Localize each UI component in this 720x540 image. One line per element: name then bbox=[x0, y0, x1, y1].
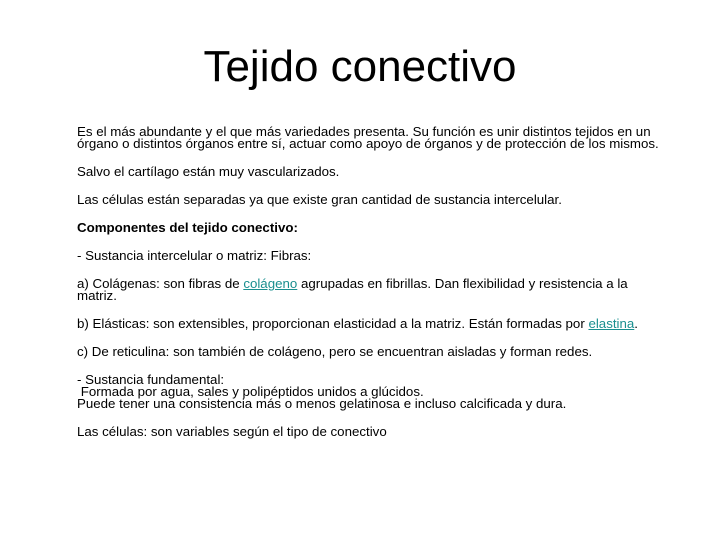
ground-substance-line-1: - Sustancia fundamental: bbox=[77, 372, 225, 387]
intro-paragraph: Es el más abundante y el que más variedades presenta. Su función es unir distintos tejidos en un órgano o distintos órganos entre sí, actuar como apoyo de órganos y de protección de los mismos. bbox=[77, 124, 659, 151]
reticulin-fibers-paragraph: c) De reticulina: son también de colágeno, pero se encuentran aisladas y forman redes. bbox=[77, 344, 593, 359]
elastic-text-after: . bbox=[634, 316, 638, 331]
collagen-link[interactable]: colágeno bbox=[243, 276, 298, 291]
elastic-fibers-paragraph bbox=[77, 318, 667, 330]
collagen-text-before: a) Colágenas: son fibras de bbox=[77, 276, 244, 291]
cells-paragraph: Las células están separadas ya que existe gran cantidad de sustancia intercelular. bbox=[77, 192, 562, 207]
collagen-text-after: agrupadas en fibrillas. Dan flexibilidad y resistencia a la matriz. bbox=[77, 276, 628, 303]
slide-body bbox=[77, 126, 667, 454]
ground-substance-line-2: Formada por agua, sales y polipéptidos unidos a glúcidos. bbox=[77, 384, 424, 399]
ground-substance-line-3: Puede tener una consistencia más o menos gelatinosa e incluso calcificada y dura. bbox=[77, 396, 567, 411]
elastin-link[interactable]: elastina bbox=[588, 316, 635, 331]
matrix-fibers-paragraph: - Sustancia intercelular o matriz: Fibras: bbox=[77, 248, 312, 263]
vascularization-paragraph: Salvo el cartílago están muy vascularizados. bbox=[77, 164, 340, 179]
slide-title: Tejido conectivo bbox=[203, 42, 517, 91]
cell-types-paragraph: Las células: son variables según el tipo de conectivo bbox=[77, 424, 387, 439]
collagen-fibers-paragraph bbox=[77, 278, 667, 302]
ground-substance-paragraph bbox=[77, 374, 667, 410]
elastic-text-before: b) Elásticas: son extensibles, proporcionan elasticidad a la matriz. Están formadas por bbox=[77, 316, 589, 331]
components-heading: Componentes del tejido conectivo: bbox=[77, 220, 298, 235]
